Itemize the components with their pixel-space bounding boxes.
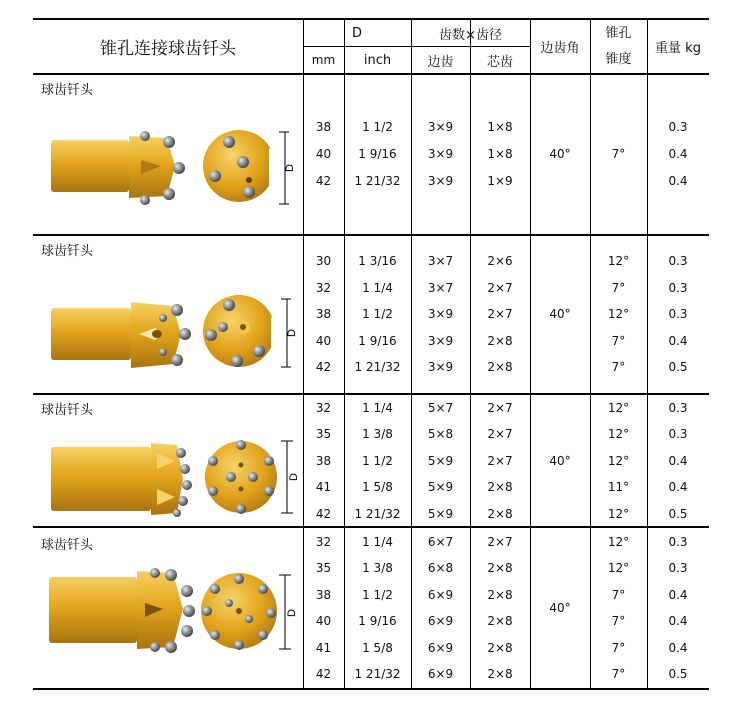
weight-value: 0.3 xyxy=(668,281,688,295)
weight-value: 0.3 xyxy=(668,120,688,134)
edge-teeth-value: 5×9 xyxy=(427,454,454,468)
edge-teeth-value: 5×9 xyxy=(427,507,454,521)
core-teeth-value: 2×7 xyxy=(487,281,513,295)
taper-value: 12° xyxy=(607,454,630,468)
mm-value: 30 xyxy=(315,254,332,268)
edge-teeth-value: 3×9 xyxy=(427,334,454,348)
bit-face-view xyxy=(195,563,298,663)
core-teeth-value: 2×8 xyxy=(487,480,513,494)
header-d: D xyxy=(351,25,362,41)
edge-teeth-value: 5×8 xyxy=(427,427,454,441)
weight-value: 0.3 xyxy=(668,401,688,415)
header-taper xyxy=(590,20,647,73)
core-teeth-value: 1×8 xyxy=(487,120,513,134)
bit-face-view xyxy=(193,283,298,383)
edge-angle-value: 40° xyxy=(549,307,571,321)
dim-label-d: D xyxy=(288,473,300,481)
inch-value: 1 3/8 xyxy=(362,561,393,575)
taper-value: 7° xyxy=(611,360,626,374)
mm-value: 35 xyxy=(315,561,332,575)
edge-teeth-value: 3×9 xyxy=(427,120,454,134)
edge-teeth-value: 3×9 xyxy=(427,307,454,321)
taper-value: 7° xyxy=(611,281,626,295)
core-teeth-value: 2×8 xyxy=(487,561,513,575)
core-teeth-value: 2×7 xyxy=(487,401,513,415)
group1-bottom-rule xyxy=(33,234,709,236)
mm-value: 40 xyxy=(315,334,332,348)
weight-value: 0.3 xyxy=(668,254,688,268)
core-teeth-value: 2×8 xyxy=(487,641,513,655)
header-inch: inch xyxy=(363,52,392,68)
taper-value: 7° xyxy=(611,667,626,681)
mm-value: 42 xyxy=(315,174,332,188)
inch-value: 1 21/32 xyxy=(354,174,401,188)
mm-value: 32 xyxy=(315,401,332,415)
inch-value: 1 3/8 xyxy=(362,427,393,441)
header-teeth-spec: 齿数×齿径 xyxy=(439,27,502,43)
edge-angle-value: 40° xyxy=(549,147,571,161)
inch-value: 1 1/2 xyxy=(362,454,393,468)
header-taper-line1: 锥孔 xyxy=(605,25,632,41)
group-label: 球齿钎头 xyxy=(41,83,94,98)
weight-value: 0.5 xyxy=(668,667,688,681)
taper-value: 12° xyxy=(607,401,630,415)
weight-value: 0.4 xyxy=(668,480,688,494)
weight-value: 0.5 xyxy=(668,507,688,521)
edge-teeth-value: 3×9 xyxy=(427,174,454,188)
mm-value: 35 xyxy=(315,427,332,441)
inch-value: 1 21/32 xyxy=(354,360,401,374)
edge-teeth-value: 3×9 xyxy=(427,360,454,374)
weight-value: 0.4 xyxy=(668,147,688,161)
weight-value: 0.3 xyxy=(668,561,688,575)
edge-teeth-value: 6×9 xyxy=(427,588,454,602)
inch-value: 1 21/32 xyxy=(354,667,401,681)
core-teeth-value: 1×9 xyxy=(487,174,513,188)
header-weight: 重量 kg xyxy=(655,41,701,56)
taper-value: 12° xyxy=(607,427,630,441)
taper-value: 12° xyxy=(607,561,630,575)
inch-value: 1 1/4 xyxy=(362,401,393,415)
mm-value: 32 xyxy=(315,535,332,549)
header-edge-teeth: 边齿 xyxy=(427,54,454,70)
edge-teeth-value: 3×7 xyxy=(427,281,454,295)
core-teeth-value: 2×8 xyxy=(487,334,513,348)
edge-teeth-value: 5×9 xyxy=(427,480,454,494)
weight-value: 0.3 xyxy=(668,307,688,321)
core-teeth-value: 2×8 xyxy=(487,588,513,602)
header-core-teeth: 芯齿 xyxy=(486,54,513,70)
inch-value: 1 5/8 xyxy=(362,641,393,655)
weight-value: 0.4 xyxy=(668,588,688,602)
mm-value: 41 xyxy=(315,641,332,655)
taper-value xyxy=(590,169,647,193)
weight-value: 0.4 xyxy=(668,454,688,468)
edge-teeth-value: 5×7 xyxy=(427,401,454,415)
table-bottom-rule xyxy=(33,688,709,690)
spec-table xyxy=(33,18,709,690)
mm-value: 42 xyxy=(315,667,332,681)
weight-value: 0.4 xyxy=(668,641,688,655)
col-line-angle xyxy=(530,18,531,690)
inch-value: 1 9/16 xyxy=(358,334,397,348)
dim-label-d: D xyxy=(284,164,296,172)
inch-value: 1 3/16 xyxy=(358,254,397,268)
inch-value: 1 9/16 xyxy=(358,147,397,161)
header-edge-angle: 边齿角 xyxy=(540,41,580,56)
mm-value: 42 xyxy=(315,507,332,521)
group3-bottom-rule xyxy=(33,526,709,528)
weight-value: 0.5 xyxy=(668,360,688,374)
taper-value: 7° xyxy=(611,588,626,602)
bit-face-view xyxy=(197,427,300,527)
mm-value: 38 xyxy=(315,120,332,134)
weight-value: 0.4 xyxy=(668,174,688,188)
taper-value: 7° xyxy=(611,614,626,628)
mm-value: 40 xyxy=(315,614,332,628)
edge-teeth-value: 6×7 xyxy=(427,535,454,549)
table-title: 锥孔连接球齿钎头 xyxy=(100,39,236,59)
inch-value: 1 1/4 xyxy=(362,281,393,295)
edge-teeth-value: 3×7 xyxy=(427,254,454,268)
taper-value: 11° xyxy=(607,480,630,494)
group-label: 球齿钎头 xyxy=(41,538,94,553)
weight-value: 0.3 xyxy=(668,427,688,441)
inch-value: 1 1/2 xyxy=(362,588,393,602)
dim-label-d: D xyxy=(286,329,298,337)
taper-value: 7° xyxy=(611,334,626,348)
core-teeth-value: 2×8 xyxy=(487,360,513,374)
core-teeth-value: 2×6 xyxy=(487,254,513,268)
mm-value: 38 xyxy=(315,588,332,602)
bit-side-view xyxy=(47,563,197,658)
mm-value: 38 xyxy=(315,307,332,321)
dim-label-d: D xyxy=(286,609,298,617)
header-bottom-rule xyxy=(33,73,709,75)
mm-value: 38 xyxy=(315,454,332,468)
edge-teeth-value: 3×9 xyxy=(427,147,454,161)
taper-value: 7° xyxy=(611,641,626,655)
taper-value: 12° xyxy=(607,535,630,549)
header-taper-line2: 锥度 xyxy=(605,51,632,67)
mm-value: 40 xyxy=(315,147,332,161)
inch-value: 1 1/4 xyxy=(362,535,393,549)
inch-value: 1 1/2 xyxy=(362,307,393,321)
edge-teeth-value: 6×8 xyxy=(427,561,454,575)
taper-value xyxy=(590,115,647,139)
core-teeth-value: 2×8 xyxy=(487,614,513,628)
inch-value: 1 1/2 xyxy=(362,120,393,134)
bit-side-view xyxy=(49,118,199,208)
core-teeth-value: 2×8 xyxy=(487,667,513,681)
edge-teeth-value: 6×9 xyxy=(427,614,454,628)
core-teeth-value: 1×8 xyxy=(487,147,513,161)
mm-value: 42 xyxy=(315,360,332,374)
taper-value: 12° xyxy=(607,307,630,321)
group2-bottom-rule xyxy=(33,393,709,395)
group-label: 球齿钎头 xyxy=(41,244,94,259)
edge-teeth-value: 6×9 xyxy=(427,641,454,655)
core-teeth-value: 2×7 xyxy=(487,535,513,549)
core-teeth-value: 2×7 xyxy=(487,307,513,321)
mm-value: 32 xyxy=(315,281,332,295)
inch-value: 1 5/8 xyxy=(362,480,393,494)
taper-value: 12° xyxy=(607,254,630,268)
core-teeth-value: 2×7 xyxy=(487,454,513,468)
taper-value: 7° xyxy=(611,147,626,161)
bit-side-view xyxy=(49,288,199,378)
header-mm: mm xyxy=(311,53,336,67)
bit-face-view xyxy=(193,118,296,218)
group-label: 球齿钎头 xyxy=(41,403,94,418)
bit-side-view xyxy=(49,433,199,523)
edge-teeth-value: 6×9 xyxy=(427,667,454,681)
taper-value: 12° xyxy=(607,507,630,521)
inch-value: 1 21/32 xyxy=(354,507,401,521)
core-teeth-value: 2×7 xyxy=(487,427,513,441)
weight-value: 0.4 xyxy=(668,334,688,348)
edge-angle-value: 40° xyxy=(549,454,571,468)
core-teeth-value: 2×8 xyxy=(487,507,513,521)
weight-value: 0.3 xyxy=(668,535,688,549)
inch-value: 1 9/16 xyxy=(358,614,397,628)
weight-value: 0.4 xyxy=(668,614,688,628)
edge-angle-value: 40° xyxy=(549,601,571,615)
mm-value: 41 xyxy=(315,480,332,494)
